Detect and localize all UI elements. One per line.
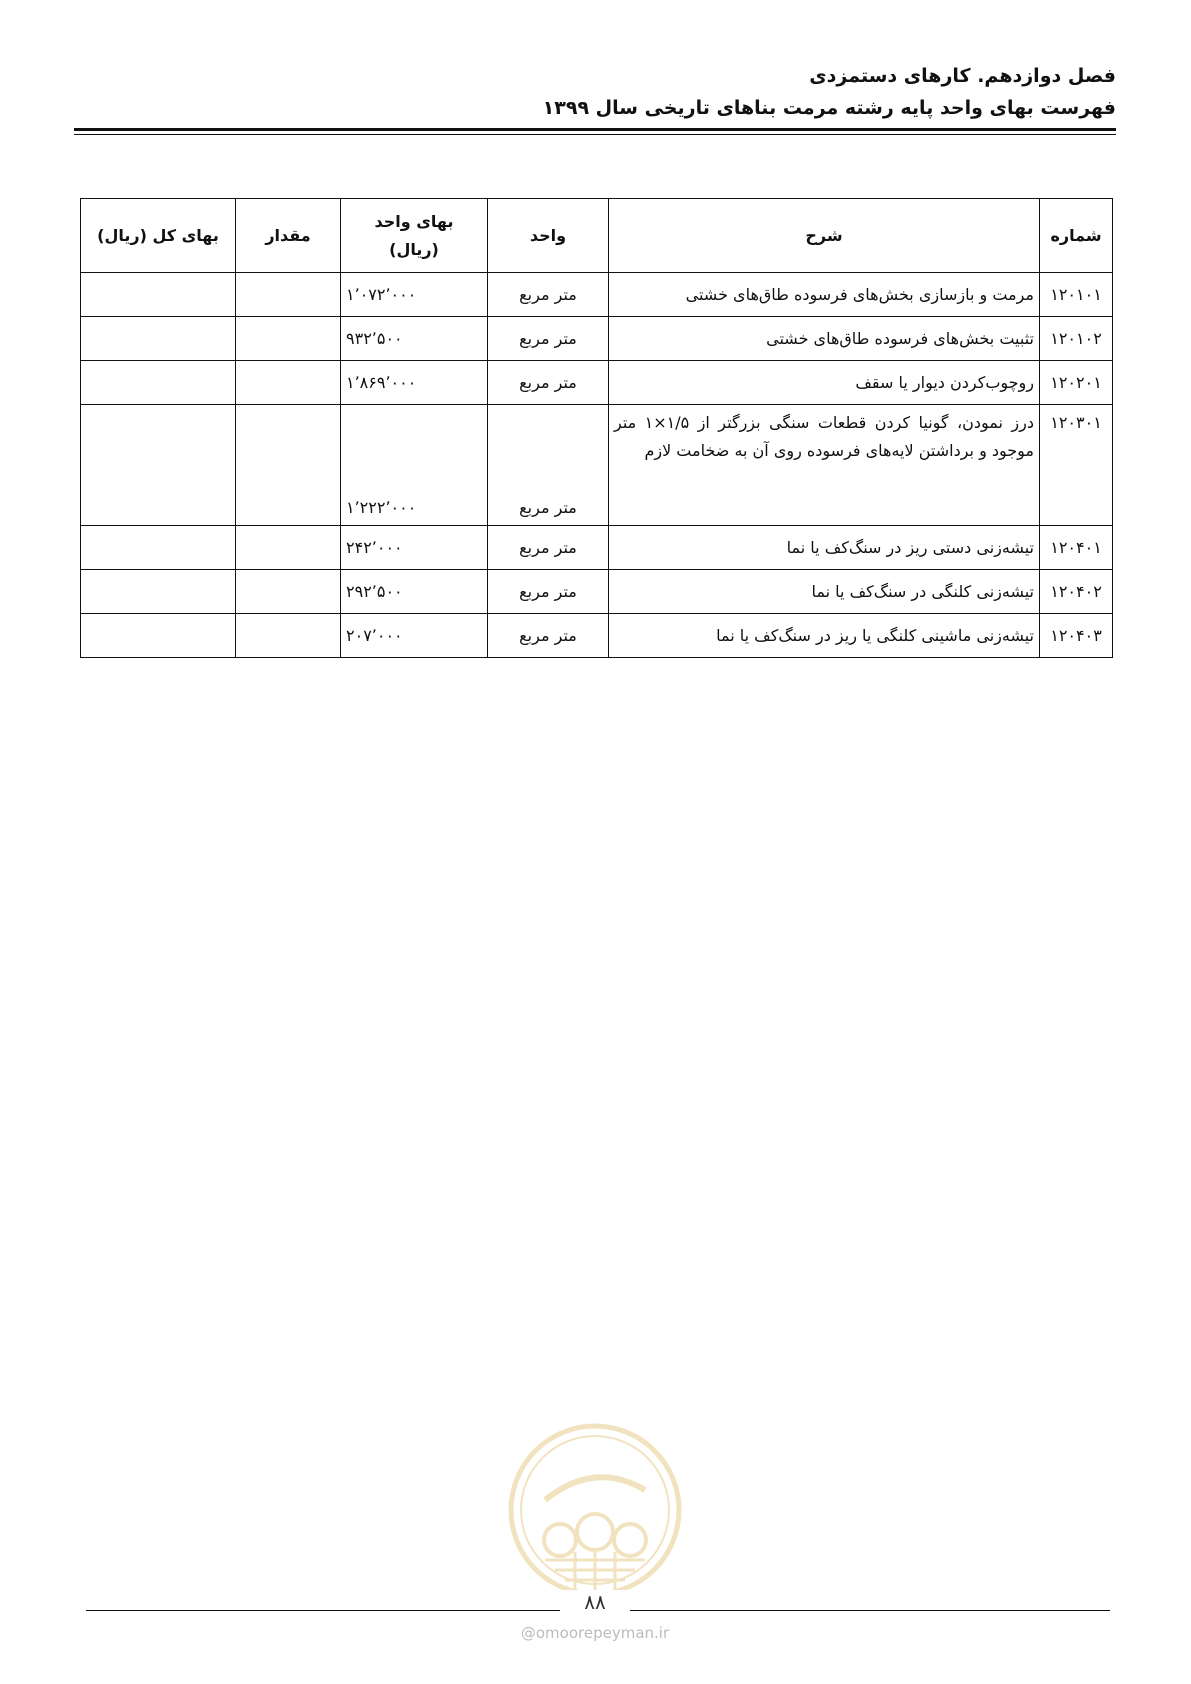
row-unit: متر مربع <box>488 405 609 526</box>
row-total-price <box>81 614 236 658</box>
row-unit: متر مربع <box>488 273 609 317</box>
row-description: روچوب‌کردن دیوار یا سقف <box>609 361 1040 405</box>
table-row <box>81 614 1113 658</box>
chapter-title: فصل دوازدهم. کارهای دستمزدی <box>809 65 1116 87</box>
col-header-code: شماره <box>1040 199 1113 273</box>
row-unit-price: ۱٬۲۲۲٬۰۰۰ <box>341 405 488 526</box>
page-number: ۸۸ <box>560 1590 630 1614</box>
row-code: ۱۲۰۴۰۳ <box>1040 614 1113 658</box>
row-quantity <box>236 317 341 361</box>
table-row <box>81 361 1113 405</box>
page-header <box>74 60 1116 124</box>
row-quantity <box>236 614 341 658</box>
row-total-price <box>81 361 236 405</box>
table-header-row <box>81 199 1113 273</box>
table-row <box>81 273 1113 317</box>
row-code: ۱۲۰۱۰۲ <box>1040 317 1113 361</box>
row-code: ۱۲۰۴۰۱ <box>1040 526 1113 570</box>
row-quantity <box>236 570 341 614</box>
row-description: تیشه‌زنی ماشینی کلنگی یا ریز در سنگ‌کف یا نما <box>609 614 1040 658</box>
row-description: درز نمودن، گونیا کردن قطعات سنگی بزرگتر از ۱/۵×۱ متر موجود و برداشتن لایه‌های فرسوده روی آن به ضخامت لازم <box>609 405 1040 526</box>
row-unit: متر مربع <box>488 614 609 658</box>
watermark-logo <box>505 1420 685 1600</box>
row-total-price <box>81 317 236 361</box>
row-quantity <box>236 526 341 570</box>
row-unit: متر مربع <box>488 317 609 361</box>
table-row <box>81 317 1113 361</box>
row-description: تیشه‌زنی کلنگی در سنگ‌کف یا نما <box>609 570 1040 614</box>
row-code: ۱۲۰۳۰۱ <box>1040 405 1113 526</box>
row-unit: متر مربع <box>488 361 609 405</box>
row-unit: متر مربع <box>488 526 609 570</box>
row-description: مرمت و بازسازی بخش‌های فرسوده طاق‌های خشتی <box>609 273 1040 317</box>
col-header-total-price: بهای کل (ریال) <box>81 199 236 273</box>
price-table <box>80 198 1113 658</box>
row-unit-price: ۱٬۸۶۹٬۰۰۰ <box>341 361 488 405</box>
col-header-quantity: مقدار <box>236 199 341 273</box>
row-total-price <box>81 405 236 526</box>
row-quantity <box>236 361 341 405</box>
row-description: تیشه‌زنی دستی ریز در سنگ‌کف یا نما <box>609 526 1040 570</box>
row-quantity <box>236 273 341 317</box>
row-total-price <box>81 526 236 570</box>
header-rule-thick <box>74 128 1116 131</box>
row-description: تثبیت بخش‌های فرسوده طاق‌های خشتی <box>609 317 1040 361</box>
row-unit-price: ۲۴۲٬۰۰۰ <box>341 526 488 570</box>
row-unit-price: ۲۹۲٬۵۰۰ <box>341 570 488 614</box>
col-header-description: شرح <box>609 199 1040 273</box>
table-row <box>81 570 1113 614</box>
row-code: ۱۲۰۴۰۲ <box>1040 570 1113 614</box>
row-unit-price: ۹۳۲٬۵۰۰ <box>341 317 488 361</box>
row-unit-price: ۱٬۰۷۲٬۰۰۰ <box>341 273 488 317</box>
header-rule-thin <box>74 134 1116 135</box>
col-header-unit-price-line1: بهای واحد <box>374 211 454 231</box>
document-title: فهرست بهای واحد پایه رشته مرمت بناهای تاریخی سال ۱۳۹۹ <box>542 97 1116 119</box>
col-header-unit: واحد <box>488 199 609 273</box>
table-row <box>81 405 1113 526</box>
row-quantity <box>236 405 341 526</box>
col-header-unit-price-line2: (ریال) <box>389 239 439 259</box>
row-total-price <box>81 570 236 614</box>
row-unit-price: ۲۰۷٬۰۰۰ <box>341 614 488 658</box>
col-header-unit-price <box>341 199 488 273</box>
table-row <box>81 526 1113 570</box>
watermark-url: @omoorepeyman.ir <box>520 1624 670 1642</box>
row-code: ۱۲۰۱۰۱ <box>1040 273 1113 317</box>
row-total-price <box>81 273 236 317</box>
row-unit: متر مربع <box>488 570 609 614</box>
row-code: ۱۲۰۲۰۱ <box>1040 361 1113 405</box>
